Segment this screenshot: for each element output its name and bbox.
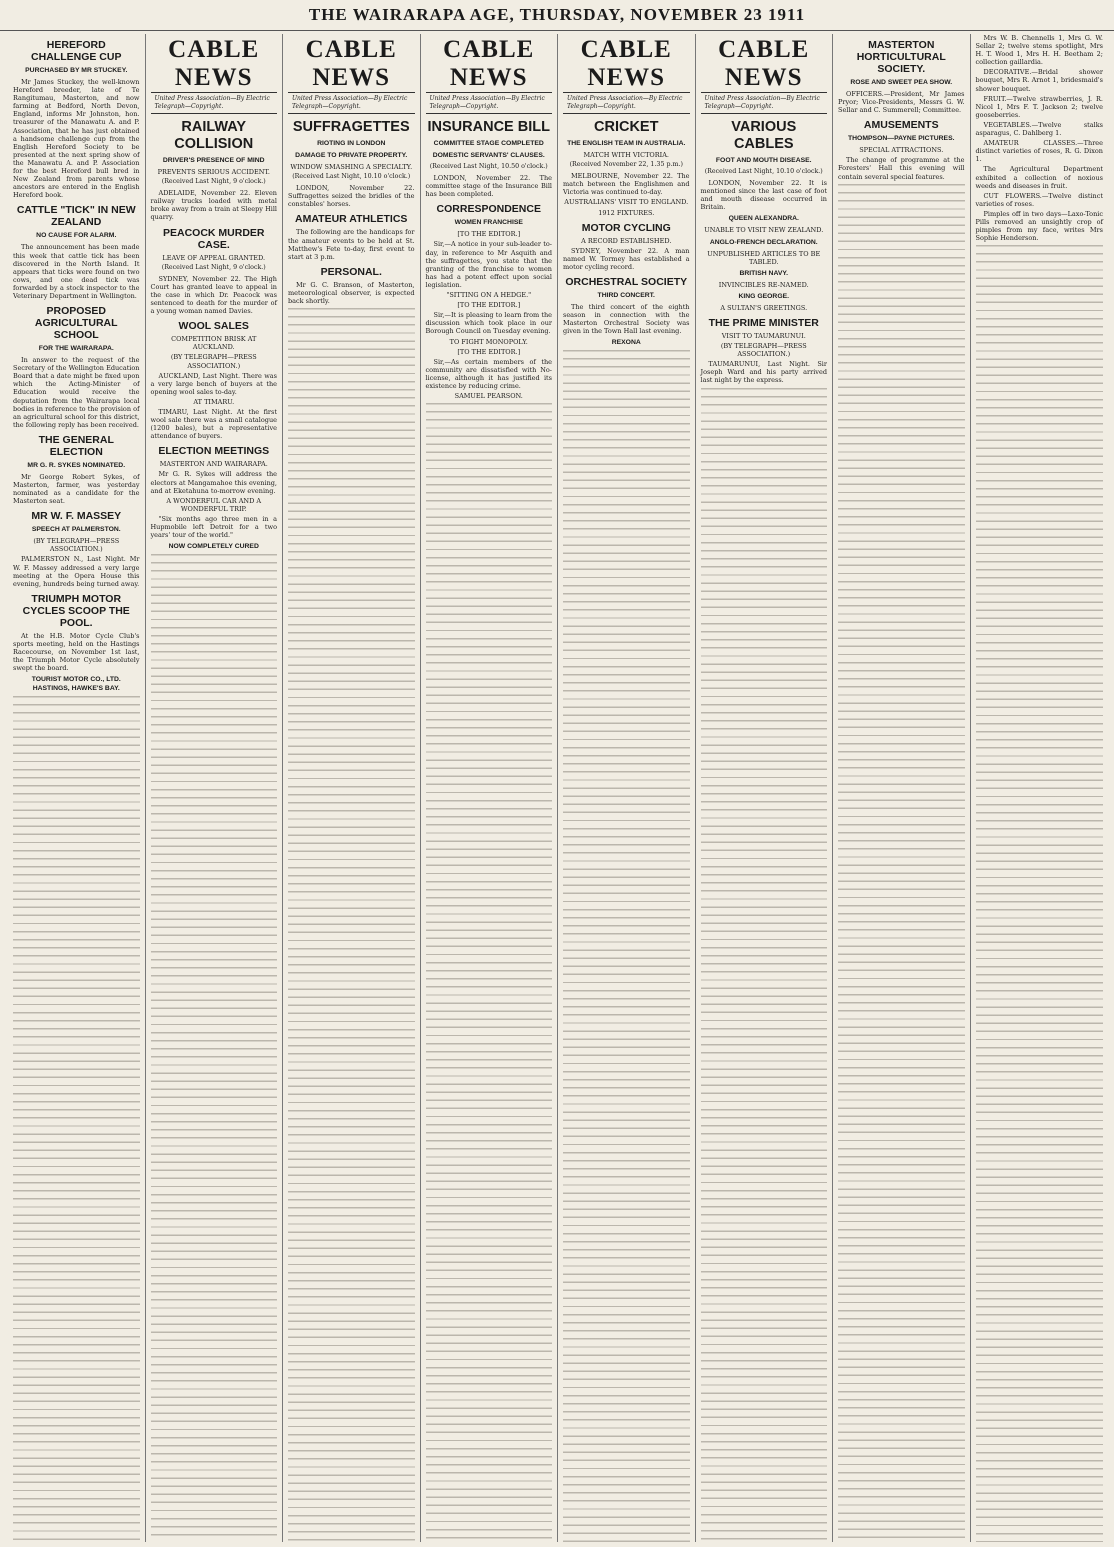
article-subheading: TOURIST MOTOR CO., LTD. HASTINGS, HAWKE'S BAY. [31, 676, 121, 693]
column-6 [696, 34, 834, 1542]
article-headline: PERSONAL. [320, 265, 382, 278]
cable-news-banner: CABLE NEWS [288, 36, 415, 93]
article-caption: (BY TELEGRAPH—PRESS ASSOCIATION.) [33, 537, 120, 554]
article-headline: VARIOUS CABLES [731, 119, 797, 152]
article-text: Pimples off in two days—Laxo-Tonic Pills removed an unsightly crop of pimples from my face, writes Mrs Sophie Henderson. [975, 209, 1103, 243]
small-print-body [151, 554, 278, 1542]
column-8 [971, 34, 1109, 1542]
article-headline: MASTERTON HORTICULTURAL SOCIETY. [856, 39, 946, 75]
small-print-body [838, 184, 965, 1542]
article-text: At the H.B. Motor Cycle Club's sports meeting, held on the Hastings Racecourse, on November 1st last, the Triumph Motor Cycle absolutely swept the board. [13, 631, 140, 673]
article-subheading: NOW COMPLETELY CURED [168, 543, 259, 551]
article-caption: (BY TELEGRAPH—PRESS ASSOCIATION.) [720, 342, 807, 359]
article-subheading: DOMESTIC SERVANTS' CLAUSES. [432, 152, 545, 159]
article-caption: MATCH WITH VICTORIA. [583, 151, 669, 159]
column-4 [421, 34, 559, 1542]
article-text: Sir,—As certain members of the community are dissatisfied with No-license, although it has justified its existence by reducing crime. [425, 357, 552, 390]
article-text: Mr James Stuckey, the well-known Hereford breeder, late of Te Rangitumau, Masterton, and now farming at Bedford, North Devon, England, informs Mr Johnston, hon. treasurer of the Manawatu A. and P. Association, that he has just obtained a handsome challenge cup from the English Hereford Society to be presented at the next spring show of the Manawatu A. and P. Association for the best Hereford bull bred in New Zealand from parents whose ancestors are entered in the English Hereford book. [13, 78, 140, 200]
article-subheading: MR G. R. SYKES NOMINATED. [27, 461, 126, 469]
article-headline: MOTOR CYCLING [581, 221, 671, 234]
article-subheading: PURCHASED BY MR STUCKEY. [25, 67, 128, 74]
article-text: DECORATIVE.—Bridal shower bouquet, Mrs R. Arnot 1, bridesmaid's shower bouquet. [975, 68, 1103, 93]
article-text: The Agricultural Department exhibited a collection of noxious weeds and diseases in fruit. [975, 165, 1103, 190]
article-subheading: KING GEORGE. [738, 292, 790, 300]
article-caption: [TO THE EDITOR.] [457, 347, 521, 356]
article-text: TAUMARUNUI, Last Night. Sir Joseph Ward and his party arrived last night by the express. [700, 360, 827, 385]
article-subheading: FOOT AND MOUTH DISEASE. [715, 157, 812, 164]
article-caption: PREVENTS SERIOUS ACCIDENT. [157, 168, 270, 176]
article-text: Mrs W. B. Chennells 1, Mrs G. W. Sellar 2; twelve stems spotlight, Mrs H. T. Wood 1, Mrs H. H. Beetham 2; collection gaillardia. [975, 34, 1103, 67]
small-print-body [563, 350, 690, 1542]
article-caption: WINDOW SMASHING A SPECIALTY. [290, 163, 413, 171]
article-subheading: THOMPSON—PAYNE PICTURES. [848, 135, 955, 143]
masthead: THE WAIRARAPA AGE, THURSDAY, NOVEMBER 23 1911 [0, 0, 1114, 31]
article-subheading: QUEEN ALEXANDRA. [728, 215, 799, 223]
article-caption: SAMUEL PEARSON. [454, 392, 523, 401]
article-headline: CRICKET [594, 119, 659, 135]
article-headline: TRIUMPH MOTOR CYCLES SCOOP THE POOL. [22, 592, 130, 629]
article-subheading: THE ENGLISH TEAM IN AUSTRALIA. [567, 140, 686, 147]
cable-news-banner: CABLE NEWS [701, 36, 828, 93]
article-subheading: REXONA [611, 339, 641, 347]
article-headline: ELECTION MEETINGS [158, 445, 270, 458]
article-headline: ORCHESTRAL SOCIETY [565, 276, 688, 289]
article-headline: THE GENERAL ELECTION [38, 433, 114, 458]
received-line: (Received Last Night, 10.10 o'clock.) [292, 173, 411, 181]
article-headline: SUFFRAGETTES [292, 119, 410, 135]
article-text: FRUIT.—Twelve strawberries, J. R. Nicol 1, Mrs F. T. Jackson 2; twelve gooseberries. [975, 94, 1103, 119]
cable-news-banner: CABLE NEWS [426, 36, 553, 93]
received-line: (Received Last Night, 9 o'clock.) [161, 263, 266, 271]
article-headline: THE PRIME MINISTER [708, 316, 819, 329]
article-text: Mr George Robert Sykes, of Masterton, farmer, was yesterday nominated as a candidate for the Masterton seat. [13, 472, 140, 506]
article-caption: TO FIGHT MONOPOLY. [449, 337, 528, 346]
article-headline: PROPOSED AGRICULTURAL SCHOOL [34, 305, 118, 342]
article-text: Mr G. R. Sykes will address the electors at Mangamahoe this evening, and at Eketahuna to-morrow evening. [150, 470, 277, 495]
column-1 [8, 34, 146, 1542]
divider [563, 113, 690, 114]
article-subheading: RIOTING IN LONDON [317, 140, 386, 147]
article-subheading: NO CAUSE FOR ALARM. [36, 232, 117, 240]
column-5 [558, 34, 696, 1542]
divider [288, 113, 415, 114]
small-print-body [13, 696, 140, 1542]
article-subheading: COMMITTEE STAGE COMPLETED [433, 140, 544, 147]
press-credit: United Press Association—By Electric Telegraph—Copyright. [292, 95, 408, 110]
article-text: AMATEUR CLASSES.—Three distinct varieties of roses, R. G. Dixon 1. [975, 139, 1103, 164]
article-text: ADELAIDE, November 22. Eleven railway trucks loaded with metal broke away from a train at Sleepy Hill quarry. [150, 189, 277, 222]
column-7 [833, 34, 971, 1542]
article-caption: UNPUBLISHED ARTICLES TO BE TABLED. [707, 249, 821, 266]
small-print-body [976, 245, 1104, 1542]
article-subheading: SPEECH AT PALMERSTON. [31, 526, 121, 534]
received-line: (Received Last Night, 10.10 o'clock.) [704, 168, 823, 175]
article-caption: UNABLE TO VISIT NEW ZEALAND. [704, 226, 824, 235]
article-subheading: ANGLO-FRENCH DECLARATION. [709, 238, 818, 246]
received-line: (Received Last Night, 9 o'clock.) [161, 178, 266, 186]
article-text: In answer to the request of the Secretary of the Wellington Education Board that a date might be fixed upon which the Acting-Minister of Education would receive the deputation from the Wairarapa local bodies in reference to the provision of an agricultural school for this district, the following reply has been received. [13, 356, 140, 429]
article-caption: A WONDERFUL CAR AND A WONDERFUL TRIP. [166, 496, 262, 513]
article-caption: INVINCIBLES RE-NAMED. [718, 280, 809, 289]
article-subheading: DRIVER'S PRESENCE OF MIND [162, 157, 265, 164]
article-headline: PEACOCK MURDER CASE. [162, 226, 265, 251]
article-text: LONDON, November 22. The committee stage of the Insurance Bill has been completed. [425, 174, 552, 199]
article-caption: SPECIAL ATTRACTIONS. [859, 146, 944, 155]
article-text: "Six months ago three men in a Hupmobile left Detroit for a two years' tour of the world." [150, 514, 277, 540]
article-text: PALMERSTON N., Last Night. Mr W. F. Massey addressed a very large meeting at the Opera House this evening, hundreds being turned away. [13, 555, 140, 588]
article-subheading: WOMEN FRANCHISE [454, 219, 523, 227]
article-subheading: FOR THE WAIRARAPA. [38, 345, 114, 353]
received-line: (Received November 22, 1.35 p.m.) [569, 161, 683, 169]
article-text: SYDNEY, November 22. The High Court has granted leave to appeal in the case in which Dr. Peacock was sentenced to death for the murder of a young woman named Davies. [150, 274, 277, 316]
cable-news-banner: CABLE NEWS [563, 36, 690, 93]
small-print-body [426, 403, 553, 1542]
article-caption: (BY TELEGRAPH—PRESS ASSOCIATION.) [170, 353, 257, 370]
received-line: (Received Last Night, 10.50 o'clock.) [429, 163, 548, 170]
press-credit: United Press Association—By Electric Telegraph—Copyright. [154, 95, 270, 110]
article-text: CUT FLOWERS.—Twelve distinct varieties of roses. [975, 191, 1103, 208]
article-text: The announcement has been made this week that cattle tick has been discovered in the North Island. It appears that ticks were found on two cows, and one dead tick was forwarded by a stock inspector to the Veterinary Department in Wellington. [13, 243, 140, 300]
press-credit: United Press Association—By Electric Telegraph—Copyright. [429, 95, 545, 110]
article-caption: A SULTAN'S GREETINGS. [720, 303, 808, 312]
article-text: The change of programme at the Foresters' Hall this evening will contain several special features. [838, 156, 965, 181]
article-text: The following are the handicaps for the amateur events to be held at St. Matthew's Fete to-day, first event to start at 3 p.m. [288, 228, 415, 261]
article-text: Mr G. C. Branson, of Masterton, meteorological observer, is expected back shortly. [288, 280, 415, 306]
article-subheading: BRITISH NAVY. [739, 269, 789, 277]
divider [701, 113, 828, 114]
column-3 [283, 34, 421, 1542]
article-headline: CORRESPONDENCE [436, 203, 541, 216]
article-caption: MASTERTON AND WAIRARAPA. [159, 460, 268, 469]
article-text: VEGETABLES.—Twelve stalks asparagus, C. Dahlberg 1. [975, 120, 1103, 138]
article-text: The third concert of the eighth season in connection with the Masterton Orchestral Society was given in the Town Hall last evening. [563, 303, 690, 336]
article-caption: LEAVE OF APPEAL GRANTED. [162, 253, 266, 262]
article-subheading: ROSE AND SWEET PEA SHOW. [850, 79, 953, 86]
press-credit: United Press Association—By Electric Telegraph—Copyright. [704, 95, 820, 110]
small-print-body [701, 388, 828, 1543]
article-headline: CATTLE "TICK" IN NEW ZEALAND [16, 204, 136, 229]
article-headline: HEREFORD CHALLENGE CUP [31, 39, 122, 63]
article-text: TIMARU, Last Night. At the first wool sale there was a small catalogue (1200 bales), but a representative attendance of buyers. [150, 407, 277, 441]
article-text: Sir,—A notice in your sub-leader to-day, in reference to Mr Asquith and the suffragettes, you state that the granting of the franchise to women has had a potent effect upon social legislation. [425, 240, 552, 289]
column-2 [146, 34, 284, 1542]
article-subheading: THIRD CONCERT. [597, 292, 655, 300]
article-caption: [TO THE EDITOR.] [457, 230, 521, 239]
article-text: MELBOURNE, November 22. The match between the Englishmen and Victoria was continued to-day. [563, 172, 690, 197]
article-headline: AMUSEMENTS [863, 119, 939, 132]
article-text: LONDON, November 22. Suffragettes seized the bridles of the constables' horses. [288, 184, 415, 209]
article-caption: AT TIMARU. [193, 397, 235, 406]
article-text: Sir,—It is pleasing to learn from the discussion which took place in our Borough Council on Tuesday evening. [425, 311, 552, 336]
article-caption: AUSTRALIANS' VISIT TO ENGLAND. [564, 198, 689, 207]
article-headline: RAILWAY COLLISION [174, 119, 254, 152]
article-caption: A RECORD ESTABLISHED. [581, 236, 672, 245]
article-caption: VISIT TO TAUMARUNUI. [721, 331, 806, 340]
article-caption: COMPETITION BRISK AT AUCKLAND. [171, 335, 257, 352]
article-caption: [TO THE EDITOR.] [457, 301, 521, 310]
press-credit: United Press Association—By Electric Telegraph—Copyright. [567, 95, 683, 110]
article-text: OFFICERS.—President, Mr James Pryor; Vice-Presidents, Messrs G. W. Sellar and C. Summerell; Committee. [838, 90, 965, 115]
article-text: SYDNEY, November 22. A man named W. Tormey has established a motor cycling record. [563, 246, 690, 271]
divider [426, 113, 553, 114]
divider [151, 113, 278, 114]
article-headline: MR W. F. MASSEY [31, 510, 122, 523]
article-caption: "SITTING ON A HEDGE." [446, 291, 532, 300]
article-text: AUCKLAND, Last Night. There was a very large bench of buyers at the opening wool sales to-day. [150, 371, 277, 396]
cable-news-banner: CABLE NEWS [151, 36, 278, 93]
article-caption: 1912 FIXTURES. [598, 208, 655, 217]
small-print-body [288, 308, 415, 1542]
article-headline: WOOL SALES [178, 320, 249, 333]
article-text: LONDON, November 22. It is mentioned since the last case of foot and mouth disease occurred in Britain. [700, 179, 827, 212]
column-area [8, 34, 1108, 1542]
article-headline: INSURANCE BILL [427, 119, 550, 135]
article-subheading: DAMAGE TO PRIVATE PROPERTY. [295, 152, 408, 159]
article-headline: AMATEUR ATHLETICS [295, 213, 408, 226]
